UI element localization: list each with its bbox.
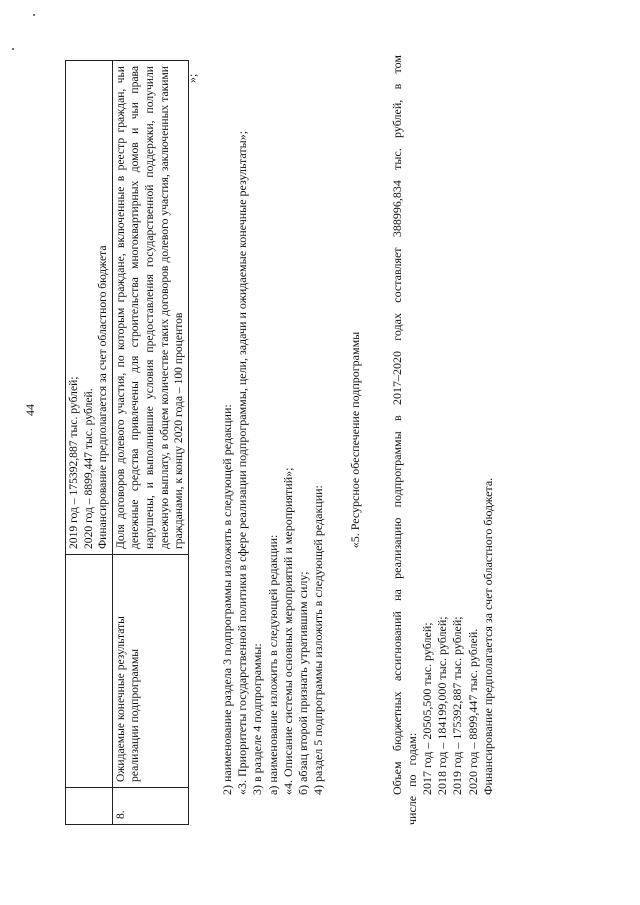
row-value: Доля договоров долевого участия, по которым граждане, включенные в реестр граждан, чьи денежные средства привлечены для строительства многоквартирных домов и чьи права нарушены, и выполнившие условия предоставления государственной поддержки, получили денежную выплату, в общем количестве таких договоров долевого участия, заключенных такими гражданами, к концу 2020 года – 100 процентов xyxy=(112,61,188,555)
year-line: 2018 год – 184199,000 тыс. рублей; xyxy=(435,616,450,795)
paragraph: 4) раздел 5 подпрограммы изложить в следующей редакции: xyxy=(311,485,326,795)
table-row xyxy=(112,61,188,825)
row-number: 8. xyxy=(112,788,188,825)
section-title: «5. Ресурсное обеспечение подпрограммы xyxy=(348,331,363,549)
rotated-page xyxy=(15,40,615,880)
subprogram-passport-table xyxy=(65,60,189,825)
table-cell xyxy=(66,555,113,788)
funding-line: 2020 год – 8899,447 тыс. рублей. xyxy=(81,388,95,549)
year-line: 2017 год – 20505,500 тыс. рублей; xyxy=(420,622,435,795)
paragraph: а) наименование изложить в следующей редакции: xyxy=(265,534,280,795)
table-cell-funding xyxy=(66,61,113,555)
funding-line: 2019 год – 175392,887 тыс. рублей; xyxy=(67,376,80,549)
paragraph: б) абзац второй признать утратившим силу; xyxy=(296,571,311,795)
paragraph: Объем бюджетных ассигнований на реализацию подпрограммы в 2017–2020 годах составляет 388996,834 тыс. рублей, в том числе по годам: xyxy=(389,55,419,825)
paragraph: Финансирование предполагается за счет областного бюджета. xyxy=(480,477,495,795)
paragraph: «3. Приоритеты государственной политики в сфере реализации подпрограммы, цели, задачи и ожидаемые конечные результаты»; xyxy=(235,130,250,795)
year-line: 2019 год – 175392,887 тыс. рублей; xyxy=(450,616,465,795)
table-row xyxy=(66,61,113,825)
paragraph: 2) наименование раздела 3 подпрограммы изложить в следующей редакции: xyxy=(220,404,234,795)
page-number: 44 xyxy=(23,404,37,416)
paragraph: «4. Описание системы основных мероприятий и мероприятий»; xyxy=(280,467,295,795)
year-line: 2020 год – 8899,447 тыс. рублей. xyxy=(465,628,480,795)
scan-speck xyxy=(12,48,14,50)
document-body xyxy=(220,55,496,825)
table-cell xyxy=(66,788,113,825)
funding-line: Финансирование предполагается за счет областного бюджета xyxy=(96,245,110,549)
table-close-quote: »; xyxy=(185,73,199,83)
scan-speck xyxy=(33,14,35,16)
paragraph: 3) в разделе 4 подпрограммы: xyxy=(250,643,265,795)
row-label: Ожидаемые конечные результаты реализации подпрограммы xyxy=(112,555,188,788)
